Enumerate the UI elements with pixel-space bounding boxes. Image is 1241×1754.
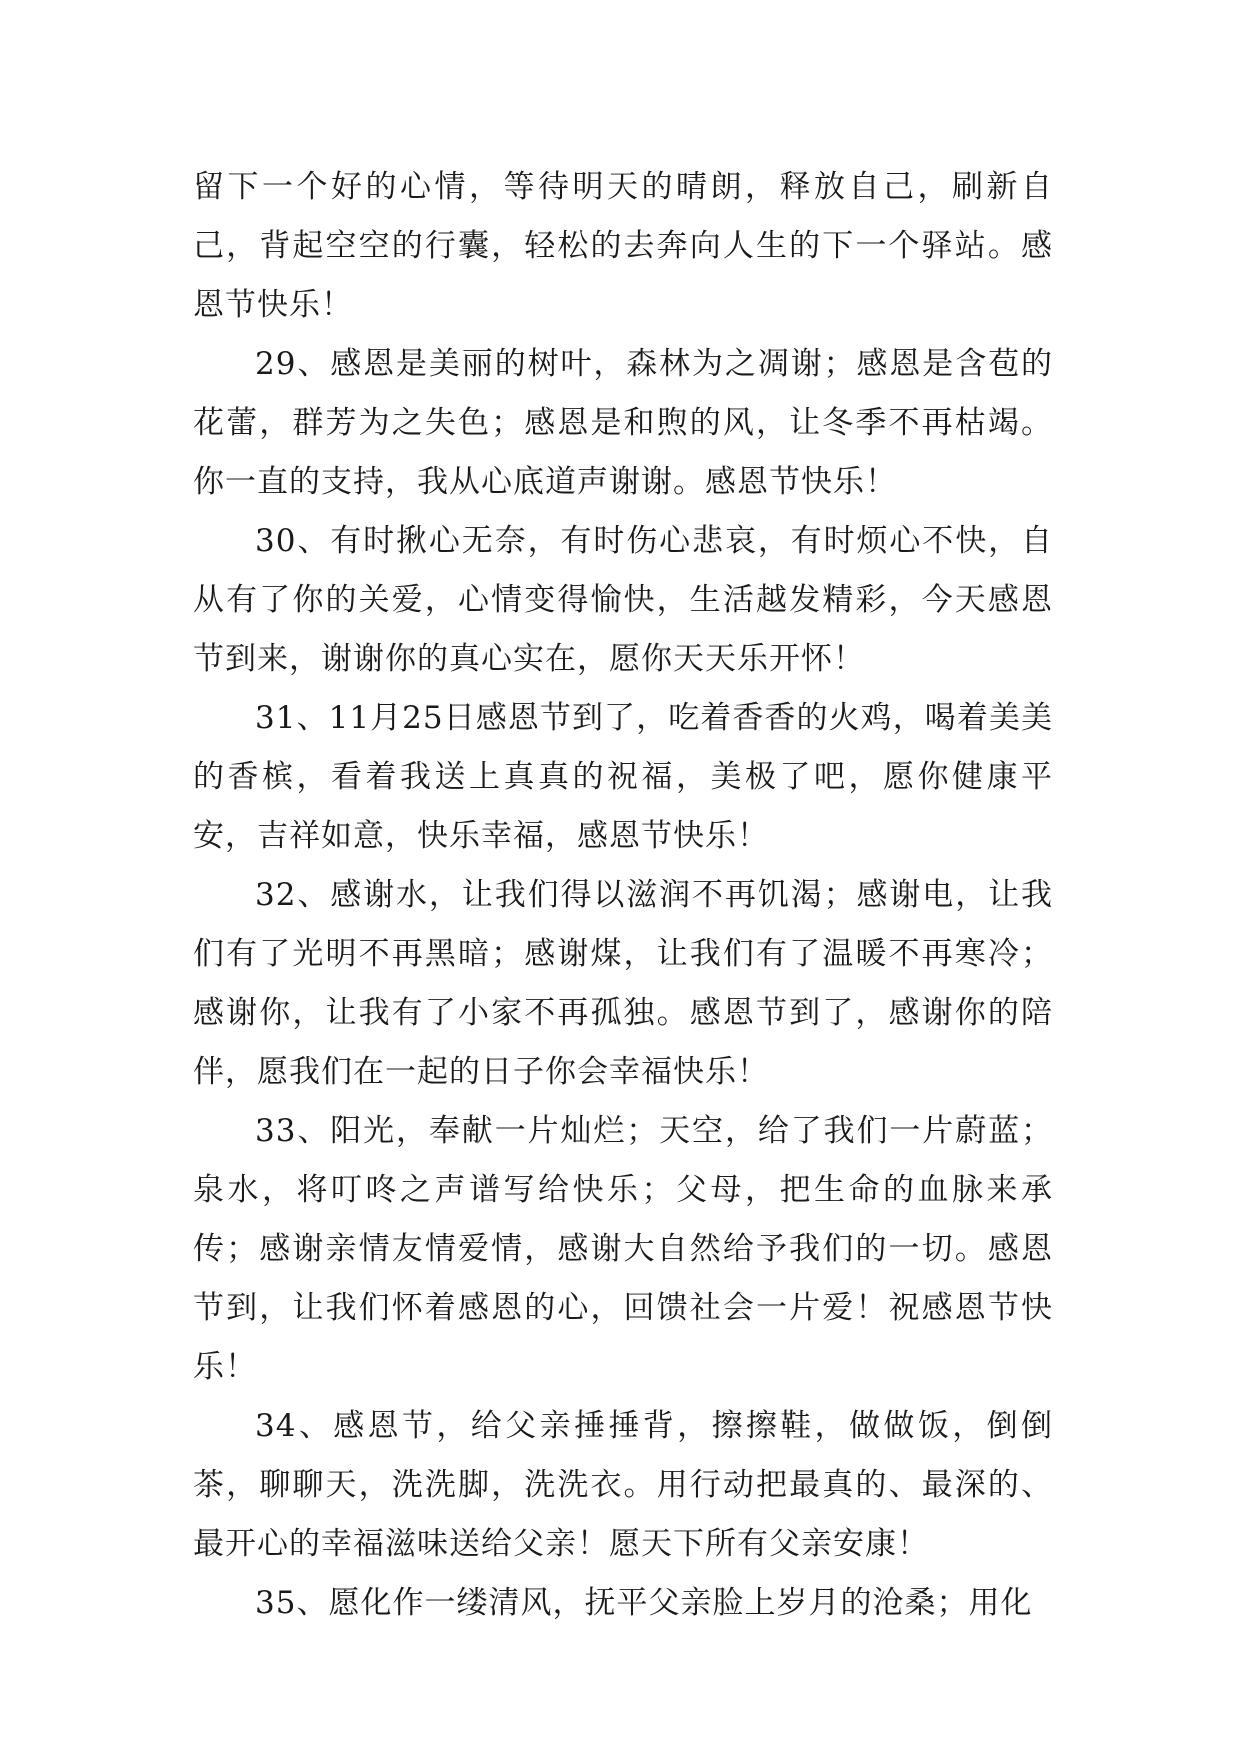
paragraph-30: 30、有时揪心无奈，有时伤心悲哀，有时烦心不快，自从有了你的关爱，心情变得愉快，生活越发精彩，今天感恩节到来，谢谢你的真心实在，愿你天天乐开怀！ [193,523,1053,677]
paragraph-35: 35、愿化作一缕清风，抚平父亲脸上岁月的沧桑；用化 [255,1585,1033,1621]
paragraph-29: 29、感恩是美丽的树叶，森林为之凋谢；感恩是含苞的花蕾，群芳为之失色；感恩是和煦的风，让冬季不再枯竭。你一直的支持，我从心底道声谢谢。感恩节快乐！ [193,346,1053,500]
paragraph-33: 33、阳光，奉献一片灿烂；天空，给了我们一片蔚蓝；泉水，将叮咚之声谱写给快乐；父母，把生命的血脉来承传；感谢亲情友情爱情，感谢大自然给予我们的一切。感恩节到，让我们怀着感恩的心，回馈社会一片爱！祝感恩节快乐！ [193,1113,1053,1385]
document-body [193,158,1053,1633]
paragraph-continuation: 留下一个好的心情，等待明天的晴朗，释放自己，刷新自己，背起空空的行囊，轻松的去奔向人生的下一个驿站。感恩节快乐！ [193,169,1053,323]
paragraph-32: 32、感谢水，让我们得以滋润不再饥渴；感谢电，让我们有了光明不再黑暗；感谢煤，让我们有了温暖不再寒冷；感谢你，让我有了小家不再孤独。感恩节到了，感谢你的陪伴，愿我们在一起的日子你会幸福快乐！ [193,877,1053,1090]
paragraph-34: 34、感恩节，给父亲捶捶背，擦擦鞋，做做饭，倒倒茶，聊聊天，洗洗脚，洗洗衣。用行动把最真的、最深的、最开心的幸福滋味送给父亲！愿天下所有父亲安康！ [193,1408,1053,1562]
paragraph-31: 31、11月25日感恩节到了，吃着香香的火鸡，喝着美美的香槟，看着我送上真真的祝福，美极了吧，愿你健康平安，吉祥如意，快乐幸福，感恩节快乐！ [193,700,1053,854]
